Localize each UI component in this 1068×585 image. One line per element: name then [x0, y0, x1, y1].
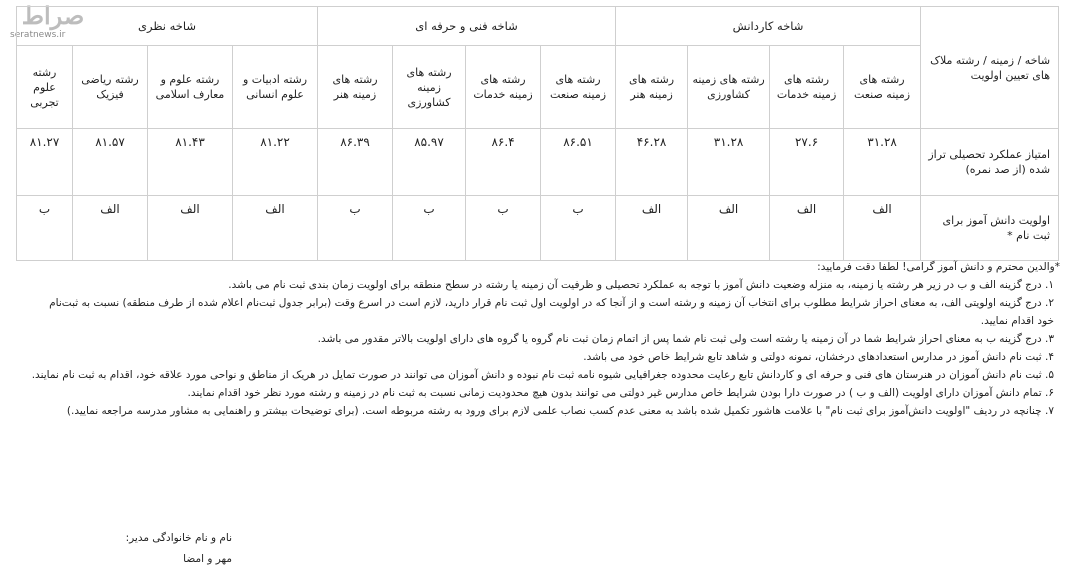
score-cell: ۸۶.۳۹	[318, 129, 393, 196]
corner-label: شاخه / زمینه / رشته ملاک های تعیین اولویت	[921, 7, 1059, 129]
score-cell: ۸۱.۴۳	[148, 129, 233, 196]
note-item: ۵. ثبت نام دانش آموزان در هنرستان های فنی و حرفه ای و کاردانش تابع رعایت محدوده جغرافیایی شیوه نامه ثبت نام نبوده و دانش آموزان می توانند در صورت تمایل در هریک از مناطق و نواحی مورد علاقه خود، اقدام به ثبت نام نمایند.	[31, 369, 1054, 381]
score-cell: ۸۱.۲۲	[233, 129, 318, 196]
priority-cell: الف	[73, 196, 148, 261]
column-header: رشته های زمینه کشاورزی	[393, 46, 466, 129]
registration-priority-table	[16, 6, 1059, 261]
watermark-logo: صراط	[21, 1, 85, 30]
group-header-row	[17, 7, 1059, 46]
note-item: ۴. ثبت نام دانش آموز در مدارس استعدادهای درخشان، نمونه دولتی و شاهد تابع شرایط خاص خود می باشد.	[583, 351, 1054, 363]
score-cell: ۸۵.۹۷	[393, 129, 466, 196]
score-row-label: امتیاز عملکرد تحصیلی تراز شده (از صد نمره)	[921, 129, 1059, 196]
column-header: رشته های زمینه هنر	[318, 46, 393, 129]
score-row	[17, 129, 1059, 196]
column-header: رشته علوم تجربی	[17, 46, 73, 129]
score-cell: ۸۶.۴	[466, 129, 541, 196]
notes-heading: *والدین محترم و دانش آموز گرامی! لطفا دقت فرمایید:	[817, 261, 1060, 273]
priority-cell: ب	[17, 196, 73, 261]
priority-cell: الف	[148, 196, 233, 261]
priority-cell: ب	[393, 196, 466, 261]
principal-name-label: نام و نام خانوادگی مدیر:	[125, 532, 232, 544]
priority-cell: الف	[233, 196, 318, 261]
watermark-url: seratnews.ir	[10, 30, 66, 40]
note-item: ۳. درج گزینه ب به معنای احراز شرایط شما در آن زمینه یا رشته است ولی ثبت نام شما پس از اتمام زمان ثبت نام گروه یا گروه های دارای اولویت بالاتر مقدور می باشد.	[317, 333, 1054, 345]
group-fanni-herfei: شاخه فنی و حرفه ای	[318, 7, 616, 46]
score-cell: ۳۱.۲۸	[688, 129, 770, 196]
notes-section	[30, 258, 1060, 420]
priority-cell: ب	[541, 196, 616, 261]
priority-cell: الف	[844, 196, 921, 261]
note-item: ۶. تمام دانش آموزان دارای اولویت (الف و ب ) در صورت دارا بودن شرایط خاص مدارس غیر دولتی می توانند بدون هیچ محدودیت زمانی نسبت به ثبت نام در زمینه و رشته مورد نظر خود اقدام نمایند.	[187, 387, 1054, 399]
column-header: رشته ادبیات و علوم انسانی	[233, 46, 318, 129]
column-header: رشته های زمینه هنر	[616, 46, 688, 129]
column-header: رشته علوم و معارف اسلامی	[148, 46, 233, 129]
priority-cell: الف	[770, 196, 844, 261]
priority-cell: ب	[466, 196, 541, 261]
priority-cell: الف	[688, 196, 770, 261]
note-item: ۲. درج گزینه اولویتی الف، به معنای احراز شرایط مطلوب برای انتخاب آن زمینه و رشته است و از آنجا که در اولویت اول ثبت نام قرار دارید، لازم است در اسرع وقت (برابر جدول ثبت‌نام اعلام شده از طرف منطقه) نسبت به ثبت‌نام خود اقدام نمایید.	[49, 297, 1054, 327]
column-header: رشته های زمینه صنعت	[844, 46, 921, 129]
column-header: رشته ریاضی فیزیک	[73, 46, 148, 129]
stamp-signature-label: مهر و امضا	[183, 553, 232, 565]
group-kardanesh: شاخه کاردانش	[616, 7, 921, 46]
priority-cell: الف	[616, 196, 688, 261]
note-item: ۷. چنانچه در ردیف "اولویت دانش‌آموز برای ثبت نام" با علامت هاشور تکمیل شده باشد به معنی عدم کسب نصاب علمی لازم برای ورود به رشته مربوطه است. (برای توضیحات بیشتر و راهنمایی به مشاور مدرسه مراجعه نمایید.)	[66, 405, 1054, 417]
priority-row-label: اولویت دانش آموز برای ثبت نام *	[921, 196, 1059, 261]
column-header: رشته های زمینه کشاورزی	[688, 46, 770, 129]
column-header: رشته های زمینه خدمات	[770, 46, 844, 129]
priority-row	[17, 196, 1059, 261]
column-header: رشته های زمینه خدمات	[466, 46, 541, 129]
score-cell: ۸۶.۵۱	[541, 129, 616, 196]
score-cell: ۸۱.۲۷	[17, 129, 73, 196]
note-item: ۱. درج گزینه الف و ب در زیر هر رشته یا زمینه، به منزله وضعیت دانش آموز با توجه به عملکرد تحصیلی و ظرفیت آن زمینه یا رشته در سطح منطقه برای اولویت زمان بندی ثبت نام می باشد.	[228, 279, 1054, 291]
column-header: رشته های زمینه صنعت	[541, 46, 616, 129]
signature-block	[82, 528, 232, 570]
score-cell: ۴۶.۲۸	[616, 129, 688, 196]
score-cell: ۳۱.۲۸	[844, 129, 921, 196]
priority-cell: ب	[318, 196, 393, 261]
group-nazari: شاخه نظری	[17, 7, 318, 46]
score-cell: ۲۷.۶	[770, 129, 844, 196]
score-cell: ۸۱.۵۷	[73, 129, 148, 196]
subheader-row	[17, 46, 1059, 129]
